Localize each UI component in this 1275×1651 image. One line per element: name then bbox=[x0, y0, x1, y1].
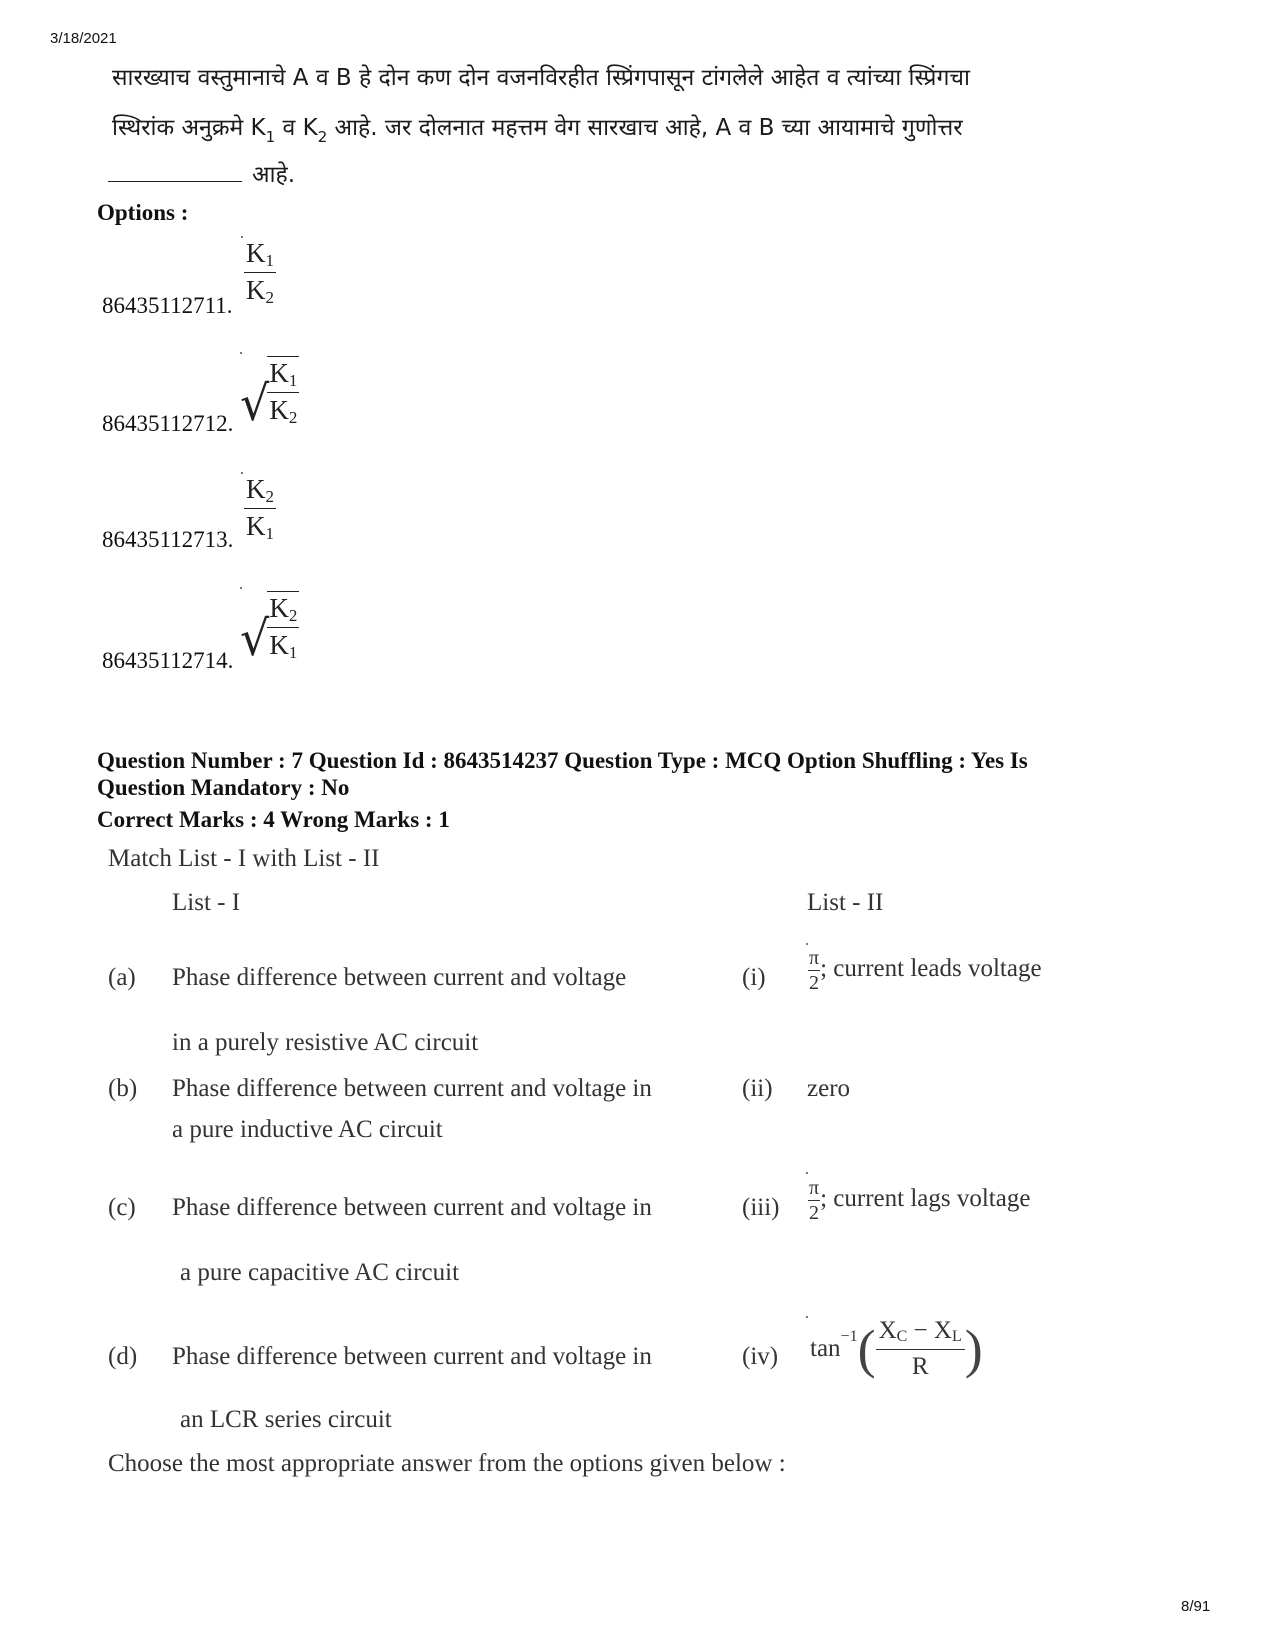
list2-ii: zero bbox=[807, 1075, 851, 1102]
option-3-formula bbox=[244, 476, 276, 542]
list2-i: $\frac{\pi}{2}$ ; current leads voltage bbox=[809, 947, 1042, 994]
q6-line-2: स्थिरांक अनुक्रमे $K_1$ व $K_2$ आहे. जर दोलनात महत्तम वेग सारखाच आहे, A व B च्या आयामाचे गुणोत्तर bbox=[112, 115, 963, 146]
row-b-text-2: a pure inductive AC circuit bbox=[172, 1116, 443, 1143]
row-a-text-2: in a purely resistive AC circuit bbox=[172, 1029, 479, 1056]
choose-instruction: Choose the most appropriate answer from the options given below : bbox=[108, 1450, 786, 1477]
q7-meta-line-2: Question Mandatory : No bbox=[97, 775, 350, 800]
list-1-header: List - I bbox=[172, 889, 241, 916]
row-b-label: (b) bbox=[108, 1075, 138, 1102]
row-a-label: (a) bbox=[108, 964, 136, 991]
pi-over-2: $\frac{\pi}{2}$ bbox=[809, 947, 820, 994]
option-1-id: 86435112711. bbox=[102, 293, 233, 318]
option-2-id: 86435112712. bbox=[102, 411, 234, 436]
list-2-header: List - II bbox=[807, 889, 884, 916]
print-date: 3/18/2021 bbox=[50, 30, 117, 47]
q6-line-3: आहे. bbox=[108, 157, 295, 189]
marker-dot bbox=[806, 1172, 808, 1174]
list2-iii: $\frac{\pi}{2}$ ; current lags voltage bbox=[809, 1177, 1031, 1224]
q7-marks: Correct Marks : 4 Wrong Marks : 1 bbox=[97, 807, 450, 832]
option-2-formula bbox=[240, 356, 299, 432]
row-b-text-1: Phase difference between current and voltage in bbox=[172, 1075, 652, 1102]
marker-dot bbox=[806, 1316, 808, 1318]
options-label: Options : bbox=[97, 200, 189, 225]
marker-dot bbox=[240, 352, 242, 354]
marker-dot bbox=[241, 236, 243, 238]
option-4-id: 86435112714. bbox=[102, 648, 234, 673]
fraction: $\frac{K_2}{K_1}$ bbox=[246, 474, 274, 543]
row-c-label: (c) bbox=[108, 1194, 136, 1221]
row-a-text-1: Phase difference between current and voltage bbox=[172, 964, 627, 991]
row-c-text-2: a pure capacitive AC circuit bbox=[180, 1259, 460, 1286]
square-root: √ $\frac{K_2}{K_1}$ bbox=[240, 593, 298, 667]
row-ii-label: (ii) bbox=[742, 1075, 773, 1102]
marker-dot bbox=[241, 472, 243, 474]
answer-blank bbox=[108, 167, 242, 182]
reactance-fraction: $\frac{X_C - X_L}{R}$ bbox=[876, 1318, 965, 1379]
marker-dot bbox=[806, 943, 808, 945]
square-root: √ $\frac{K_1}{K_2}$ bbox=[240, 358, 298, 432]
right-paren: ) bbox=[964, 1318, 983, 1379]
row-i-label: (i) bbox=[742, 964, 766, 991]
page-number: 8/91 bbox=[1181, 1598, 1211, 1615]
row-d-label: (d) bbox=[108, 1343, 138, 1370]
row-d-text-1: Phase difference between current and voltage in bbox=[172, 1343, 652, 1370]
q7-meta-line-1: Question Number : 7 Question Id : 8643514237 Question Type : MCQ Option Shuffling : Yes Is bbox=[97, 748, 1028, 773]
option-4-formula bbox=[240, 591, 299, 667]
list2-iv: tan $^{-1}$ ( $\frac{X_C - X_L}{R}$ ) bbox=[810, 1317, 983, 1380]
match-instruction: Match List - I with List - II bbox=[108, 845, 380, 872]
fraction: $\frac{K_1}{K_2}$ bbox=[246, 238, 274, 307]
option-3-id: 86435112713. bbox=[102, 527, 234, 552]
row-d-text-2: an LCR series circuit bbox=[180, 1406, 392, 1433]
left-paren: ( bbox=[857, 1318, 876, 1379]
row-c-text-1: Phase difference between current and voltage in bbox=[172, 1194, 652, 1221]
option-1-formula bbox=[244, 240, 276, 306]
row-iii-label: (iii) bbox=[742, 1194, 780, 1221]
marker-dot bbox=[240, 587, 242, 589]
q6-line-1: सारख्याच वस्तुमानाचे A व B हे दोन कण दोन वजनविरहीत स्प्रिंगपासून टांगलेले आहेत व त्यांच्या स्प्रिंगचा bbox=[112, 65, 970, 91]
row-iv-label: (iv) bbox=[742, 1343, 779, 1370]
pi-over-2: $\frac{\pi}{2}$ bbox=[809, 1177, 820, 1224]
